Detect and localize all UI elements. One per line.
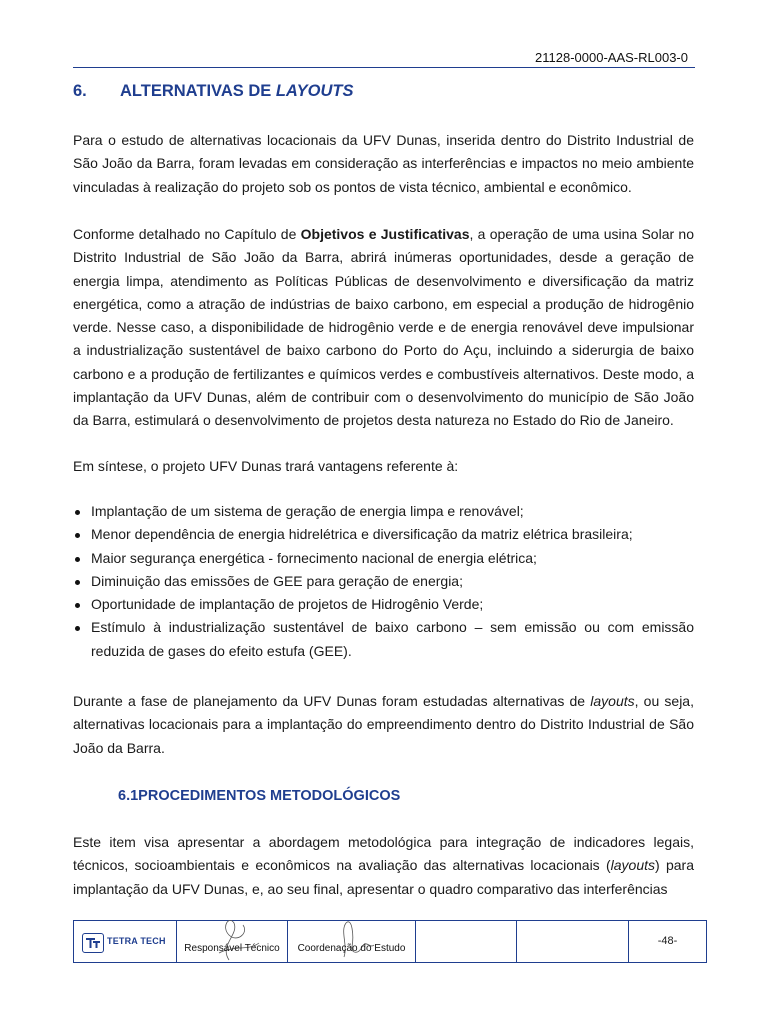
- logo-text: TETRA TECH: [107, 936, 166, 946]
- footer-page-cell: [629, 921, 706, 962]
- paragraph-layouts-lead: Durante a fase de planejamento da UFV Dunas foram estudadas alternativas de: [73, 693, 591, 709]
- paragraph-methodology-rest: ) para implantação da UFV Dunas, e, ao seu final, apresentar o quadro comparativo das interferências: [73, 857, 694, 897]
- paragraph-methodology: [73, 831, 694, 901]
- advantages-list: [73, 500, 694, 663]
- paragraph-methodology-lead: Este item visa apresentar a abordagem metodológica para integração de indicadores legais, técnicos, socioambientais e econômicos na avaliação das alternativas locacionais (: [73, 834, 694, 874]
- bullet-icon: [75, 626, 80, 631]
- paragraph-layouts-rest: , ou seja, alternativas locacionais para a implantação do empreendimento dentro do Distrito Industrial de São João da Barra.: [73, 693, 694, 756]
- footer-table: [73, 920, 707, 963]
- list-item: [73, 593, 694, 616]
- paragraph-summary-text: Em síntese, o projeto UFV Dunas trará vantagens referente à:: [73, 458, 459, 474]
- list-item: [73, 500, 694, 523]
- list-item: [73, 547, 694, 570]
- list-item-text: Maior segurança energética - fornecimento nacional de energia elétrica;: [91, 549, 537, 566]
- paragraph-objectives-rest: , a operação de uma usina Solar no Distrito Industrial de São João da Barra, abrirá inúmeras oportunidades, desde a geração de energia limpa, atendimento as Políticas Públicas de desenvolvimento e diversificação da matriz energética, como a atração de indústrias de baixo carbono, em especial a produção de hidrogênio verde. Nesse caso, a disponibilidade de hidrogênio verde e de energia renovável deve impulsionar a industrialização sustentável de baixo carbono do Porto do Açu, incluindo a siderurgia de baixo carbono e a produção de fertilizantes e químicos verdes e combustíveis alternativos. Deste modo, a implantação da UFV Dunas, além de contribuir com o desenvolvimento do município de São João da Barra, estimulará o desenvolvimento de projetos desta natureza no Estado do Rio de Janeiro.: [73, 226, 694, 429]
- paragraph-summary: [73, 455, 694, 478]
- paragraph-objectives: [73, 223, 694, 433]
- list-item-text: Implantação de um sistema de geração de energia limpa e renovável;: [91, 503, 524, 519]
- section-title-italic: LAYOUTS: [275, 82, 354, 100]
- paragraph-methodology-italic: layouts: [610, 857, 656, 874]
- footer-coordenacao-cell: [288, 921, 416, 962]
- list-item-text: Oportunidade de implantação de projetos de Hidrogênio Verde;: [91, 596, 484, 613]
- page-number: -48-: [657, 935, 678, 947]
- list-item: [73, 570, 694, 593]
- list-item: [73, 616, 694, 663]
- list-item-text: Estímulo à industrialização sustentável de baixo carbono – sem emissão ou com emissão reduzida de gases do efeito estufa (GEE).: [91, 619, 694, 659]
- bullet-icon: [75, 510, 80, 515]
- list-item-text: Menor dependência de energia hidrelétrica e diversificação da matriz elétrica brasileira;: [91, 526, 633, 543]
- header-divider: [73, 67, 695, 68]
- list-item: [73, 523, 694, 546]
- section-title-prefix: ALTERNATIVAS DE: [120, 82, 276, 100]
- subsection-title-text: PROCEDIMENTOS METODOLÓGICOS: [138, 788, 401, 804]
- paragraph-layouts: [73, 690, 694, 760]
- paragraph-intro: [73, 129, 694, 199]
- bullet-icon: [75, 580, 80, 585]
- footer-empty-cell: [517, 921, 629, 962]
- section-number: 6.: [73, 82, 87, 100]
- paragraph-objectives-bold: Objetivos e Justificativas: [300, 226, 470, 242]
- footer-empty-cell: [416, 921, 517, 962]
- section-title: [73, 82, 353, 101]
- document-code: 21128-0000-AAS-RL003-0: [535, 50, 688, 65]
- signature-icon: [199, 915, 269, 965]
- footer-responsavel-cell: [177, 921, 288, 962]
- coordenacao-label: Coordenação do Estudo: [297, 943, 406, 954]
- signature-icon: [326, 917, 386, 963]
- subsection-number: 6.1: [118, 788, 139, 804]
- bullet-icon: [75, 603, 80, 608]
- bullet-icon: [75, 533, 80, 538]
- subsection-title: [118, 788, 400, 804]
- footer-logo-cell: [74, 921, 177, 962]
- tetra-tech-logo-icon: [82, 933, 104, 953]
- list-item-text: Diminuição das emissões de GEE para geração de energia;: [91, 572, 463, 589]
- paragraph-layouts-italic: layouts: [590, 693, 635, 709]
- responsavel-label: Responsável Técnico: [184, 943, 280, 954]
- bullet-icon: [75, 557, 80, 562]
- paragraph-objectives-lead: Conforme detalhado no Capítulo de: [73, 226, 301, 242]
- paragraph-intro-text: Para o estudo de alternativas locacionais da UFV Dunas, inserida dentro do Distrito Industrial de São João da Barra, foram levadas em consideração as interferências e impactos no meio ambiente vinculadas à realização do projeto sob os pontos de vista técnico, ambiental e econômico.: [73, 132, 694, 195]
